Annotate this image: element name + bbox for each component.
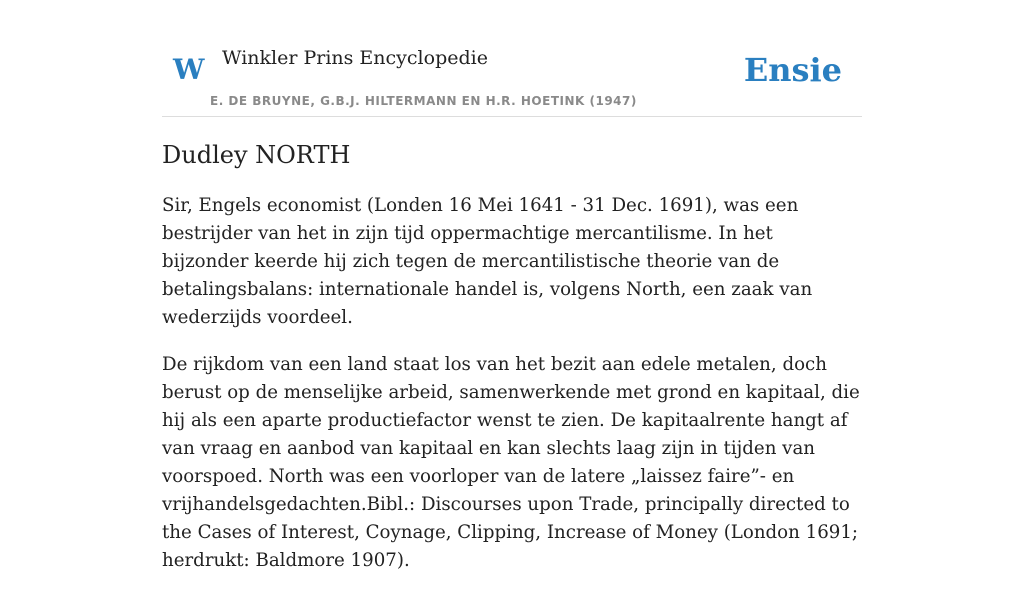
article-paragraph: Sir, Engels economist (Londen 16 Mei 1641 - 31 Dec. 1691), was een bestrijder van het in zijn tijd oppermachtige mercantilisme. In het bijzonder keerde hij zich tegen de mercantilistische theorie van de betalingsbalans: internationale handel is, volgens North, een zaak van wederzijds voordeel. xyxy=(162,195,813,328)
ensie-logo[interactable]: Ensie xyxy=(743,51,842,89)
article-paragraph: De rijkdom van een land staat los van het bezit aan edele metalen, doch berust op de menselijke arbeid, samenwerkende met grond en kapitaal, die hij als een aparte productiefactor wenst te zien. De kapitaalrente hangt af van vraag en aanbod van kapitaal en kan slechts laag zijn in tijden van voorspoed. North was een voorloper van de latere „laissez faire”- en vrijhandelsgedachten.Bibl.: Discourses upon Trade, principally directed to the Cases of Interest, Coynage, Clipping, Increase of Money (London 1691; herdrukt: Baldmore 1907). xyxy=(162,354,860,571)
publication-title[interactable]: Winkler Prins Encyclopedie xyxy=(222,47,488,69)
article-body xyxy=(162,192,862,594)
site-header xyxy=(162,0,862,117)
publication-authors: E. DE BRUYNE, G.B.J. HILTERMANN EN H.R. HOETINK (1947) xyxy=(210,94,637,108)
article-title: Dudley NORTH xyxy=(162,141,351,169)
page xyxy=(162,0,862,571)
publication-logo-icon[interactable]: W xyxy=(173,53,205,86)
